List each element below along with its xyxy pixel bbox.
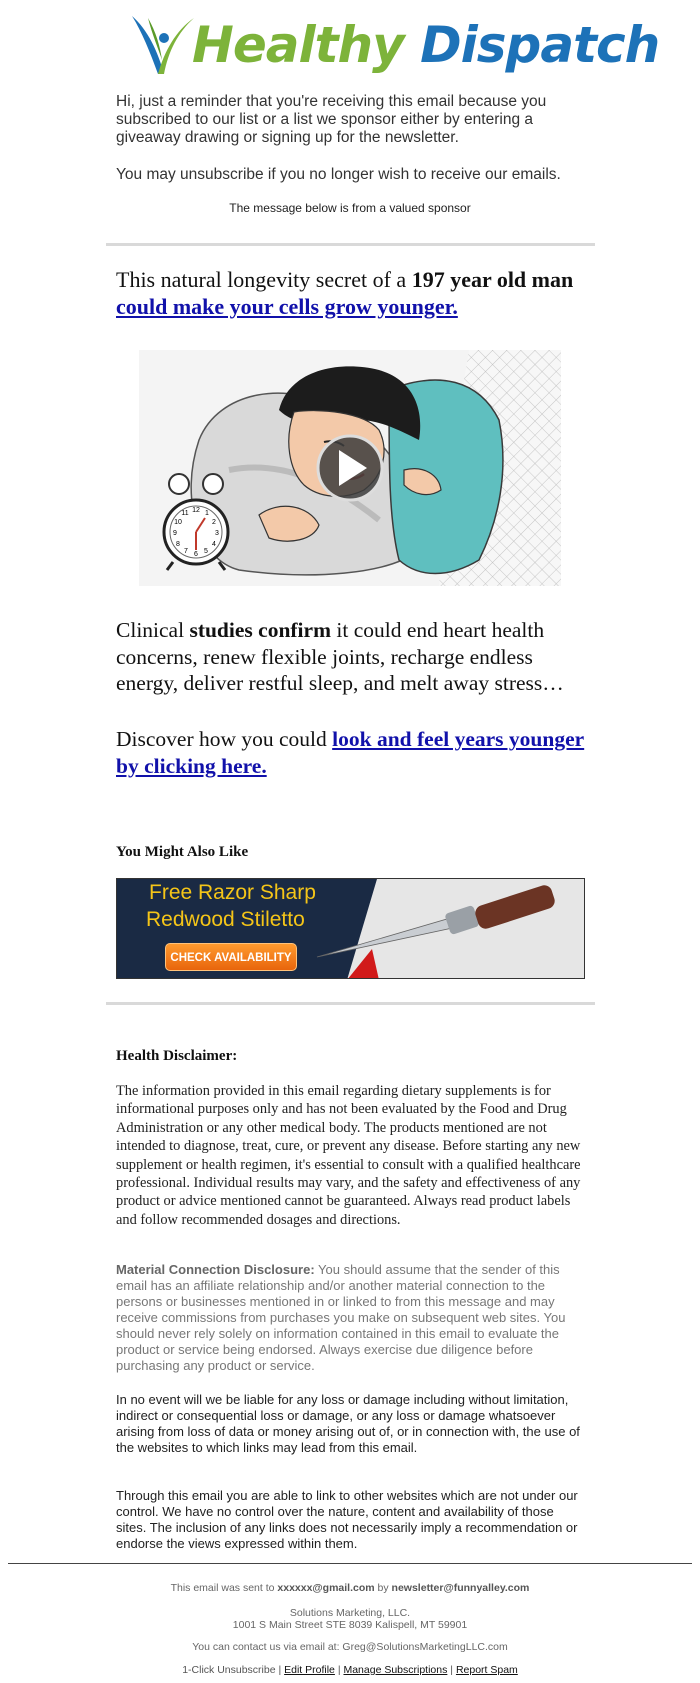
headline-text: This natural longevity secret of a: [116, 267, 412, 292]
headline-link[interactable]: could make your cells grow younger.: [116, 294, 458, 319]
ad-headline: [116, 266, 596, 320]
manage-subscriptions-link[interactable]: Manage Subscriptions: [343, 1664, 448, 1676]
discover-cta: [116, 726, 586, 779]
report-spam-link[interactable]: Report Spam: [455, 1664, 518, 1676]
footer-sent-to: [0, 1582, 700, 1594]
divider: [106, 243, 595, 246]
clinical-bold: studies confirm: [189, 618, 331, 642]
link-separator: |: [275, 1664, 285, 1676]
clock-number: 4: [212, 541, 216, 548]
clock-number: 7: [184, 548, 188, 555]
banner-line-1: Free Razor Sharp: [149, 881, 316, 904]
company-name: Solutions Marketing, LLC.: [289, 1607, 411, 1619]
footer-links: [0, 1664, 700, 1676]
also-like-title: You Might Also Like: [116, 844, 249, 860]
material-connection-disclosure: [116, 1262, 586, 1374]
clinical-text-rest: it could end heart health concerns, renew flexible joints, recharge endless energy, deliver restful sleep, and melt away stress…: [116, 618, 564, 695]
clinical-claims: [116, 617, 586, 697]
logo-word-healthy: Healthy: [192, 16, 404, 74]
clock-number: 6: [194, 551, 198, 558]
play-button-icon[interactable]: [318, 436, 382, 500]
clock-number: 10: [174, 519, 182, 526]
headline-bold: 197 year old man: [411, 267, 574, 292]
sent-by-text: by: [374, 1582, 392, 1594]
clock-number: 12: [192, 507, 200, 514]
company-address: 1001 S Main Street STE 8039 Kalispell, MT 59901: [232, 1619, 468, 1631]
material-text: You should assume that the sender of this email has an affiliate relationship and/or another material connection to the persons or businesses mentioned in or linked to from this message and may receive commissions from purchases you make on subsequent web sites. You should never rely solely on information contained in this email to evaluate the product or service being endorsed. Always exercise due diligence before purchasing any product or service.: [116, 1262, 566, 1373]
logo-text: [192, 10, 659, 80]
material-label: Material Connection Disclosure:: [116, 1262, 315, 1277]
clock-number: 2: [212, 519, 216, 526]
sponsor-note: The message below is from a valued sponsor: [229, 201, 471, 215]
logo-word-dispatch: Dispatch: [420, 16, 660, 74]
clock-number: 11: [181, 510, 189, 517]
contact-email-line: You can contact us via email at: Greg@SolutionsMarketingLLC.com: [192, 1641, 508, 1653]
link-separator: |: [447, 1664, 456, 1676]
health-disclaimer-title: Health Disclaimer:: [116, 1048, 238, 1064]
hero-video-image[interactable]: [139, 350, 561, 586]
clock-number: 3: [215, 530, 219, 537]
unsubscribe-note: You may unsubscribe if you no longer wish to receive our emails.: [116, 166, 561, 183]
check-availability-button[interactable]: CHECK AVAILABILITY: [165, 943, 297, 971]
logo-leaf-icon: [128, 12, 198, 78]
discover-link[interactable]: look and feel years younger by clicking here.: [116, 727, 585, 778]
healthy-dispatch-logo[interactable]: [128, 8, 660, 84]
sent-text: This email was sent to: [170, 1582, 278, 1594]
health-disclaimer-body: The information provided in this email regarding dietary supplements is for informational purposes only and has not been evaluated by the Food and Drug Administration or any other medical body. The products mentioned are not intended to diagnose, treat, cure, or prevent any disease. Before starting any new supplement or health regimen, it's essential to consult with a qualified healthcare professional. Individual results may vary, and the safety and effectiveness of any product or advice mentioned cannot be guaranteed. Always read product labels and follow recommended dosages and directions.: [116, 1083, 581, 1228]
clock-number: 5: [204, 548, 208, 555]
third-party-links-notice: Through this email you are able to link to other websites which are not under our control. We have no control over the nature, content and availability of those sites. The inclusion of any links does not necessarily imply a recommendation or endorse the views expressed within them.: [116, 1488, 578, 1551]
subscription-reminder: Hi, just a reminder that you're receiving this email because you subscribed to our list or a list we sponsor either by entering a giveaway drawing or signing up for the newsletter.: [116, 93, 547, 146]
clock-number: 9: [173, 530, 177, 537]
edit-profile-link[interactable]: Edit Profile: [284, 1664, 335, 1676]
one-click-unsubscribe[interactable]: 1-Click Unsubscribe: [182, 1664, 276, 1676]
clock-number: 1: [205, 510, 209, 517]
footer-divider: [8, 1563, 692, 1564]
banner-line-2: Redwood Stiletto: [146, 908, 305, 931]
recipient-email: xxxxxx@gmail.com: [277, 1582, 375, 1594]
link-separator: |: [334, 1664, 344, 1676]
sleeping-woman-illustration: [139, 350, 561, 586]
discover-text: Discover how you could: [116, 727, 333, 751]
liability-notice: In no event will we be liable for any loss or damage including without limitation, indirect or consequential loss or damage, or any loss or damage whatsoever arising from loss of data or money arising out of, or in connection with, the use of the websites to which links may lead from this email.: [116, 1392, 580, 1455]
divider: [106, 1002, 595, 1005]
clock-number: 8: [176, 541, 180, 548]
clinical-text: Clinical: [116, 618, 190, 642]
stiletto-banner-ad[interactable]: [116, 878, 585, 979]
sender-email: newsletter@funnyalley.com: [391, 1582, 530, 1594]
